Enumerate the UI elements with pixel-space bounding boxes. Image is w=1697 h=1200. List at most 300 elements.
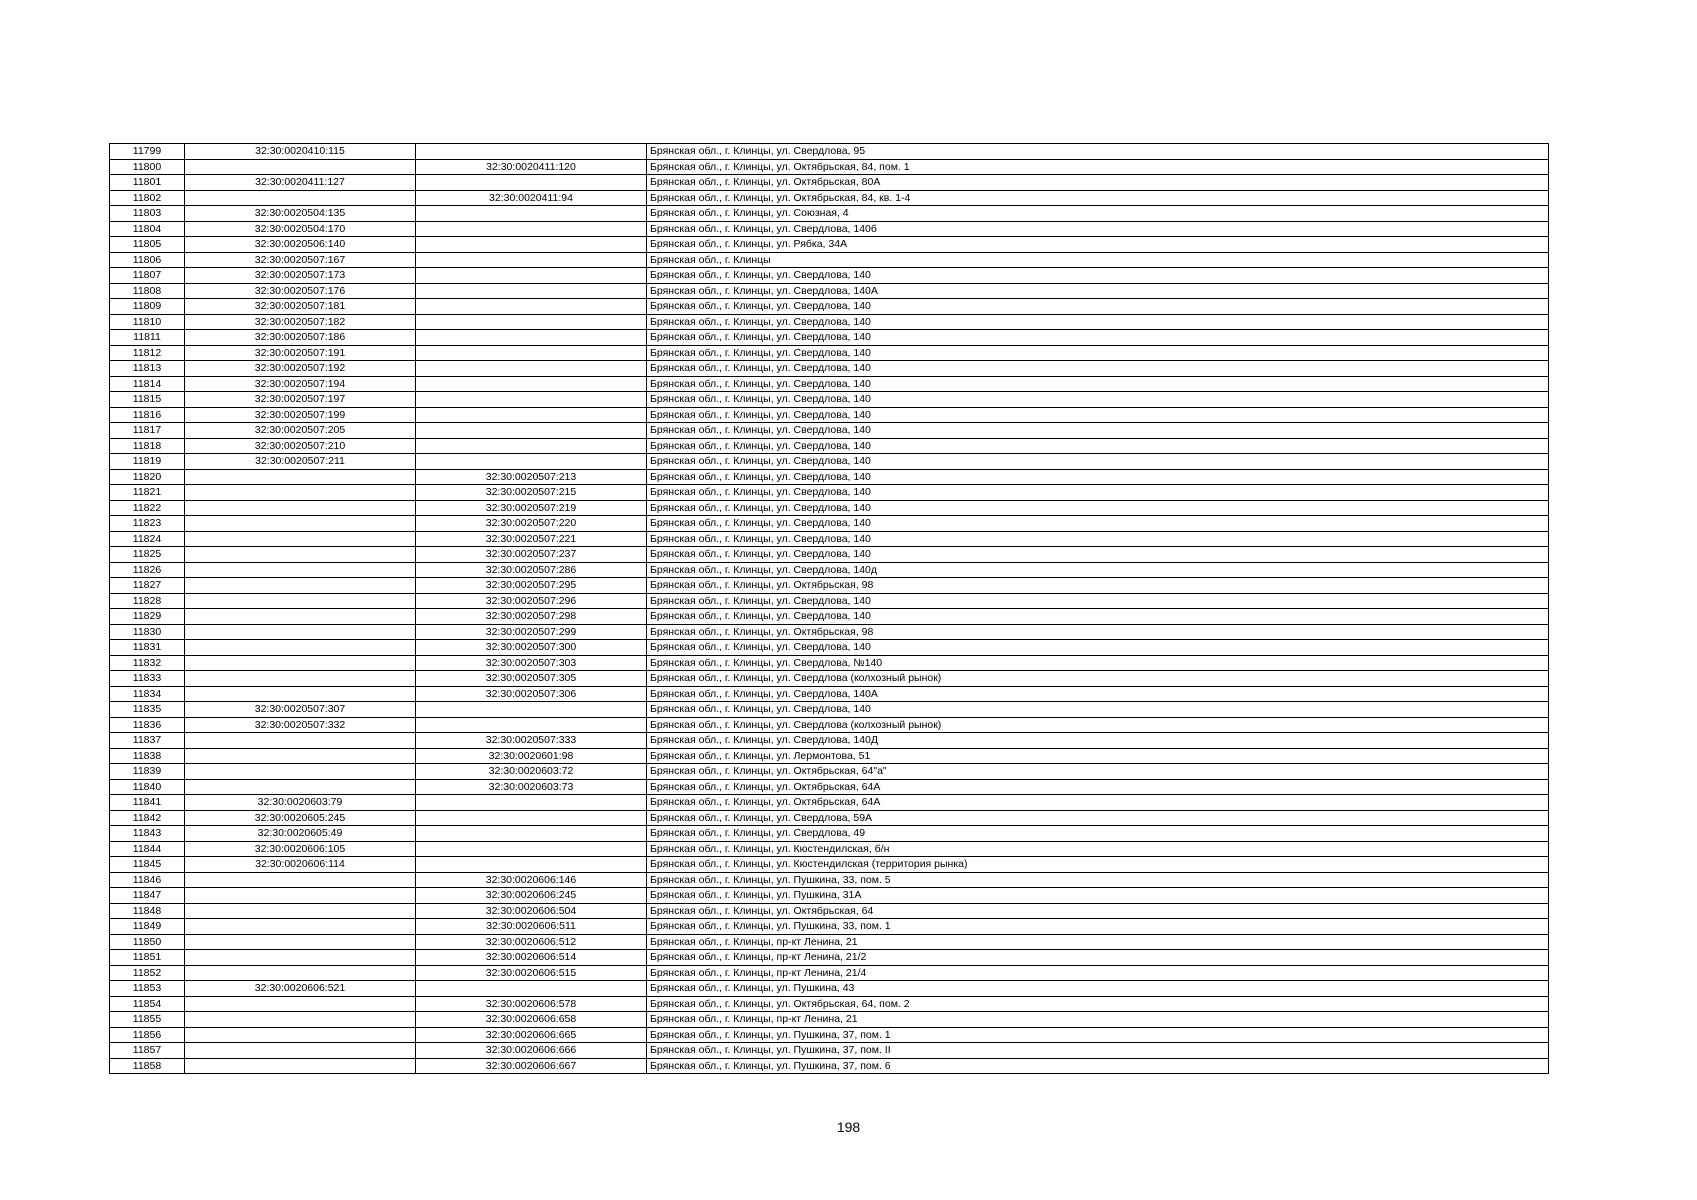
table-row — [110, 686, 1549, 702]
address-cell: Брянская обл., г. Клинцы, ул. Свердлова, 140 — [647, 531, 1549, 547]
address-cell: Брянская обл., г. Клинцы, ул. Свердлова, 140д — [647, 562, 1549, 578]
address-cell: Брянская обл., г. Клинцы, ул. Октябрьская, 80А — [647, 175, 1549, 191]
cadastral-number-alt-cell — [416, 407, 647, 423]
address-cell: Брянская обл., г. Клинцы, ул. Свердлова, 140 — [647, 330, 1549, 346]
cadastral-number-alt-cell — [416, 423, 647, 439]
row-number-cell: 11828 — [110, 593, 185, 609]
table-row — [110, 516, 1549, 532]
cadastral-number-cell: 32:30:0020606:521 — [185, 981, 416, 997]
table-row — [110, 1058, 1549, 1074]
cadastral-number-cell — [185, 965, 416, 981]
table-row — [110, 454, 1549, 470]
address-cell: Брянская обл., г. Клинцы, ул. Пушкина, 37, пом. 6 — [647, 1058, 1549, 1074]
cadastral-number-alt-cell — [416, 717, 647, 733]
table-row — [110, 872, 1549, 888]
row-number-cell: 11799 — [110, 144, 185, 160]
address-cell: Брянская обл., г. Клинцы, ул. Октябрьская, 84, пом. 1 — [647, 159, 1549, 175]
row-number-cell: 11855 — [110, 1012, 185, 1028]
row-number-cell: 11833 — [110, 671, 185, 687]
address-cell: Брянская обл., г. Клинцы, ул. Свердлова, 140 — [647, 299, 1549, 315]
cadastral-number-alt-cell — [416, 841, 647, 857]
table-row — [110, 795, 1549, 811]
table-row — [110, 888, 1549, 904]
row-number-cell: 11848 — [110, 903, 185, 919]
address-cell: Брянская обл., г. Клинцы, ул. Свердлова (колхозный рынок) — [647, 671, 1549, 687]
row-number-cell: 11835 — [110, 702, 185, 718]
table-row — [110, 237, 1549, 253]
address-cell: Брянская обл., г. Клинцы, ул. Свердлова, 59А — [647, 810, 1549, 826]
table-row — [110, 702, 1549, 718]
row-number-cell: 11854 — [110, 996, 185, 1012]
cadastral-number-alt-cell: 32:30:0020601:98 — [416, 748, 647, 764]
cadastral-number-cell: 32:30:0020507:182 — [185, 314, 416, 330]
address-cell: Брянская обл., г. Клинцы, ул. Свердлова, 140б — [647, 221, 1549, 237]
address-cell: Брянская обл., г. Клинцы, ул. Свердлова, 140 — [647, 485, 1549, 501]
cadastral-number-alt-cell — [416, 268, 647, 284]
row-number-cell: 11818 — [110, 438, 185, 454]
table-row — [110, 578, 1549, 594]
row-number-cell: 11824 — [110, 531, 185, 547]
table-row — [110, 841, 1549, 857]
row-number-cell: 11840 — [110, 779, 185, 795]
cadastral-number-alt-cell — [416, 237, 647, 253]
cadastral-number-cell: 32:30:0020507:186 — [185, 330, 416, 346]
address-cell: Брянская обл., г. Клинцы, ул. Кюстендилская (территория рынка) — [647, 857, 1549, 873]
address-cell: Брянская обл., г. Клинцы, ул. Свердлова, 140 — [647, 500, 1549, 516]
cadastral-number-alt-cell: 32:30:0020507:286 — [416, 562, 647, 578]
cadastral-number-cell: 32:30:0020507:173 — [185, 268, 416, 284]
table-row — [110, 655, 1549, 671]
cadastral-number-cell — [185, 671, 416, 687]
address-cell: Брянская обл., г. Клинцы, пр-кт Ленина, 21 — [647, 1012, 1549, 1028]
cadastral-number-alt-cell: 32:30:0020507:305 — [416, 671, 647, 687]
cadastral-number-alt-cell — [416, 810, 647, 826]
cadastral-number-cell — [185, 686, 416, 702]
cadastral-number-alt-cell — [416, 299, 647, 315]
address-cell: Брянская обл., г. Клинцы, ул. Свердлова, 140 — [647, 314, 1549, 330]
address-cell: Брянская обл., г. Клинцы, ул. Свердлова, 140 — [647, 407, 1549, 423]
table-row — [110, 640, 1549, 656]
cadastral-number-alt-cell — [416, 981, 647, 997]
row-number-cell: 11841 — [110, 795, 185, 811]
row-number-cell: 11827 — [110, 578, 185, 594]
page-number: 198 — [836, 1119, 861, 1135]
cadastral-number-cell — [185, 485, 416, 501]
cadastral-number-alt-cell: 32:30:0020606:514 — [416, 950, 647, 966]
cadastral-number-cell — [185, 903, 416, 919]
row-number-cell: 11811 — [110, 330, 185, 346]
cadastral-number-cell — [185, 655, 416, 671]
table-row — [110, 764, 1549, 780]
cadastral-number-cell: 32:30:0020603:79 — [185, 795, 416, 811]
cadastral-number-cell: 32:30:0020507:167 — [185, 252, 416, 268]
cadastral-number-cell — [185, 1043, 416, 1059]
row-number-cell: 11858 — [110, 1058, 185, 1074]
row-number-cell: 11819 — [110, 454, 185, 470]
cadastral-number-alt-cell: 32:30:0020507:306 — [416, 686, 647, 702]
cadastral-number-cell — [185, 1027, 416, 1043]
table-row — [110, 345, 1549, 361]
table-row — [110, 221, 1549, 237]
row-number-cell: 11849 — [110, 919, 185, 935]
row-number-cell: 11804 — [110, 221, 185, 237]
row-number-cell: 11802 — [110, 190, 185, 206]
address-cell: Брянская обл., г. Клинцы, ул. Свердлова, 140 — [647, 268, 1549, 284]
cadastral-number-cell: 32:30:0020411:127 — [185, 175, 416, 191]
cadastral-number-cell — [185, 996, 416, 1012]
cadastral-number-alt-cell: 32:30:0020603:73 — [416, 779, 647, 795]
table-row — [110, 996, 1549, 1012]
address-cell: Брянская обл., г. Клинцы, ул. Свердлова, 140 — [647, 454, 1549, 470]
cadastral-number-alt-cell: 32:30:0020507:215 — [416, 485, 647, 501]
cadastral-number-alt-cell: 32:30:0020507:221 — [416, 531, 647, 547]
cadastral-number-alt-cell: 32:30:0020606:665 — [416, 1027, 647, 1043]
table-row — [110, 981, 1549, 997]
address-cell: Брянская обл., г. Клинцы, ул. Свердлова, 95 — [647, 144, 1549, 160]
row-number-cell: 11834 — [110, 686, 185, 702]
row-number-cell: 11821 — [110, 485, 185, 501]
cadastral-number-alt-cell: 32:30:0020606:245 — [416, 888, 647, 904]
row-number-cell: 11823 — [110, 516, 185, 532]
address-cell: Брянская обл., г. Клинцы, ул. Свердлова, 140 — [647, 593, 1549, 609]
cadastral-number-alt-cell: 32:30:0020507:220 — [416, 516, 647, 532]
row-number-cell: 11822 — [110, 500, 185, 516]
cadastral-number-cell: 32:30:0020507:192 — [185, 361, 416, 377]
cadastral-number-cell: 32:30:0020606:114 — [185, 857, 416, 873]
registry-table — [109, 143, 1549, 1074]
address-cell: Брянская обл., г. Клинцы, ул. Октябрьская, 84, кв. 1-4 — [647, 190, 1549, 206]
row-number-cell: 11803 — [110, 206, 185, 222]
cadastral-number-alt-cell: 32:30:0020507:237 — [416, 547, 647, 563]
address-cell: Брянская обл., г. Клинцы, ул. Свердлова, №140 — [647, 655, 1549, 671]
address-cell: Брянская обл., г. Клинцы, ул. Свердлова, 140 — [647, 469, 1549, 485]
table-row — [110, 748, 1549, 764]
cadastral-number-alt-cell — [416, 144, 647, 160]
table-row — [110, 1012, 1549, 1028]
cadastral-number-alt-cell — [416, 345, 647, 361]
cadastral-number-alt-cell: 32:30:0020507:219 — [416, 500, 647, 516]
address-cell: Брянская обл., г. Клинцы, ул. Кюстендилская, б/н — [647, 841, 1549, 857]
cadastral-number-cell: 32:30:0020507:210 — [185, 438, 416, 454]
table-row — [110, 919, 1549, 935]
cadastral-number-cell: 32:30:0020410:115 — [185, 144, 416, 160]
address-cell: Брянская обл., г. Клинцы, ул. Свердлова, 140 — [647, 640, 1549, 656]
table-row — [110, 934, 1549, 950]
row-number-cell: 11806 — [110, 252, 185, 268]
cadastral-number-alt-cell: 32:30:0020507:295 — [416, 578, 647, 594]
cadastral-number-alt-cell — [416, 330, 647, 346]
cadastral-number-alt-cell: 32:30:0020606:658 — [416, 1012, 647, 1028]
cadastral-number-cell: 32:30:0020506:140 — [185, 237, 416, 253]
address-cell: Брянская обл., г. Клинцы, ул. Свердлова, 140 — [647, 361, 1549, 377]
cadastral-number-alt-cell — [416, 454, 647, 470]
cadastral-number-cell — [185, 1058, 416, 1074]
row-number-cell: 11809 — [110, 299, 185, 315]
table-row — [110, 175, 1549, 191]
row-number-cell: 11843 — [110, 826, 185, 842]
table-row — [110, 671, 1549, 687]
row-number-cell: 11850 — [110, 934, 185, 950]
table-row — [110, 159, 1549, 175]
cadastral-number-alt-cell: 32:30:0020606:515 — [416, 965, 647, 981]
address-cell: Брянская обл., г. Клинцы, ул. Рябка, 34А — [647, 237, 1549, 253]
table-row — [110, 314, 1549, 330]
row-number-cell: 11805 — [110, 237, 185, 253]
table-row — [110, 562, 1549, 578]
cadastral-number-alt-cell: 32:30:0020606:578 — [416, 996, 647, 1012]
cadastral-number-cell — [185, 748, 416, 764]
table-row — [110, 438, 1549, 454]
table-row — [110, 500, 1549, 516]
address-cell: Брянская обл., г. Клинцы, ул. Свердлова, 140Д — [647, 733, 1549, 749]
row-number-cell: 11820 — [110, 469, 185, 485]
cadastral-number-cell — [185, 547, 416, 563]
cadastral-number-alt-cell: 32:30:0020507:300 — [416, 640, 647, 656]
cadastral-number-alt-cell — [416, 857, 647, 873]
row-number-cell: 11801 — [110, 175, 185, 191]
table-row — [110, 407, 1549, 423]
address-cell: Брянская обл., г. Клинцы, ул. Октябрьская, 64"а" — [647, 764, 1549, 780]
row-number-cell: 11831 — [110, 640, 185, 656]
address-cell: Брянская обл., г. Клинцы, ул. Пушкина, 33, пом. 5 — [647, 872, 1549, 888]
cadastral-number-cell — [185, 919, 416, 935]
row-number-cell: 11832 — [110, 655, 185, 671]
cadastral-number-cell — [185, 516, 416, 532]
table-row — [110, 423, 1549, 439]
table-row — [110, 810, 1549, 826]
table-row — [110, 361, 1549, 377]
cadastral-number-alt-cell — [416, 252, 647, 268]
table-row — [110, 1043, 1549, 1059]
cadastral-number-alt-cell: 32:30:0020507:213 — [416, 469, 647, 485]
cadastral-number-cell: 32:30:0020507:181 — [185, 299, 416, 315]
table-row — [110, 965, 1549, 981]
table-row — [110, 826, 1549, 842]
row-number-cell: 11808 — [110, 283, 185, 299]
address-cell: Брянская обл., г. Клинцы, ул. Свердлова, 140 — [647, 392, 1549, 408]
row-number-cell: 11810 — [110, 314, 185, 330]
cadastral-number-cell — [185, 779, 416, 795]
address-cell: Брянская обл., г. Клинцы, ул. Свердлова, 49 — [647, 826, 1549, 842]
cadastral-number-alt-cell: 32:30:0020507:296 — [416, 593, 647, 609]
table-row — [110, 376, 1549, 392]
cadastral-number-cell — [185, 950, 416, 966]
cadastral-number-cell: 32:30:0020507:205 — [185, 423, 416, 439]
row-number-cell: 11829 — [110, 609, 185, 625]
address-cell: Брянская обл., г. Клинцы, ул. Октябрьская, 64А — [647, 795, 1549, 811]
address-cell: Брянская обл., г. Клинцы, ул. Свердлова, 140А — [647, 283, 1549, 299]
table-row — [110, 1027, 1549, 1043]
table-row — [110, 857, 1549, 873]
address-cell: Брянская обл., г. Клинцы, ул. Октябрьская, 64, пом. 2 — [647, 996, 1549, 1012]
address-cell: Брянская обл., г. Клинцы, пр-кт Ленина, 21/4 — [647, 965, 1549, 981]
cadastral-number-cell: 32:30:0020507:191 — [185, 345, 416, 361]
table-row — [110, 609, 1549, 625]
row-number-cell: 11857 — [110, 1043, 185, 1059]
row-number-cell: 11830 — [110, 624, 185, 640]
cadastral-number-cell — [185, 500, 416, 516]
cadastral-number-cell: 32:30:0020507:176 — [185, 283, 416, 299]
cadastral-number-alt-cell — [416, 392, 647, 408]
table-row — [110, 252, 1549, 268]
cadastral-number-alt-cell: 32:30:0020606:511 — [416, 919, 647, 935]
row-number-cell: 11812 — [110, 345, 185, 361]
cadastral-number-cell — [185, 190, 416, 206]
cadastral-number-cell — [185, 733, 416, 749]
table-row — [110, 531, 1549, 547]
row-number-cell: 11844 — [110, 841, 185, 857]
cadastral-number-alt-cell — [416, 314, 647, 330]
address-cell: Брянская обл., г. Клинцы, ул. Свердлова, 140 — [647, 609, 1549, 625]
cadastral-number-alt-cell — [416, 283, 647, 299]
cadastral-number-cell — [185, 578, 416, 594]
cadastral-number-alt-cell: 32:30:0020606:146 — [416, 872, 647, 888]
cadastral-number-cell: 32:30:0020605:245 — [185, 810, 416, 826]
registry-table-body — [110, 144, 1549, 1074]
table-row — [110, 485, 1549, 501]
address-cell: Брянская обл., г. Клинцы, пр-кт Ленина, 21 — [647, 934, 1549, 950]
address-cell: Брянская обл., г. Клинцы — [647, 252, 1549, 268]
cadastral-number-alt-cell — [416, 206, 647, 222]
cadastral-number-alt-cell: 32:30:0020606:666 — [416, 1043, 647, 1059]
cadastral-number-cell — [185, 1012, 416, 1028]
row-number-cell: 11839 — [110, 764, 185, 780]
address-cell: Брянская обл., г. Клинцы, ул. Лермонтова, 51 — [647, 748, 1549, 764]
table-row — [110, 717, 1549, 733]
cadastral-number-cell — [185, 562, 416, 578]
address-cell: Брянская обл., г. Клинцы, ул. Пушкина, 37, пом. II — [647, 1043, 1549, 1059]
cadastral-number-alt-cell: 32:30:0020606:512 — [416, 934, 647, 950]
cadastral-number-cell — [185, 469, 416, 485]
address-cell: Брянская обл., г. Клинцы, ул. Свердлова, 140 — [647, 702, 1549, 718]
cadastral-number-cell: 32:30:0020507:211 — [185, 454, 416, 470]
table-row — [110, 392, 1549, 408]
cadastral-number-alt-cell — [416, 438, 647, 454]
address-cell: Брянская обл., г. Клинцы, ул. Октябрьская, 64А — [647, 779, 1549, 795]
address-cell: Брянская обл., г. Клинцы, ул. Свердлова, 140 — [647, 438, 1549, 454]
row-number-cell: 11807 — [110, 268, 185, 284]
row-number-cell: 11836 — [110, 717, 185, 733]
cadastral-number-alt-cell: 32:30:0020603:72 — [416, 764, 647, 780]
address-cell: Брянская обл., г. Клинцы, ул. Пушкина, 31А — [647, 888, 1549, 904]
cadastral-number-cell — [185, 531, 416, 547]
cadastral-number-alt-cell: 32:30:0020411:94 — [416, 190, 647, 206]
table-row — [110, 624, 1549, 640]
row-number-cell: 11816 — [110, 407, 185, 423]
cadastral-number-cell — [185, 593, 416, 609]
row-number-cell: 11845 — [110, 857, 185, 873]
cadastral-number-alt-cell: 32:30:0020507:299 — [416, 624, 647, 640]
address-cell: Брянская обл., г. Клинцы, ул. Пушкина, 43 — [647, 981, 1549, 997]
cadastral-number-cell — [185, 764, 416, 780]
row-number-cell: 11853 — [110, 981, 185, 997]
cadastral-number-alt-cell — [416, 361, 647, 377]
table-row — [110, 330, 1549, 346]
row-number-cell: 11851 — [110, 950, 185, 966]
row-number-cell: 11852 — [110, 965, 185, 981]
table-row — [110, 469, 1549, 485]
address-cell: Брянская обл., г. Клинцы, ул. Октябрьская, 98 — [647, 624, 1549, 640]
row-number-cell: 11846 — [110, 872, 185, 888]
address-cell: Брянская обл., г. Клинцы, ул. Пушкина, 33, пом. 1 — [647, 919, 1549, 935]
cadastral-number-alt-cell — [416, 702, 647, 718]
cadastral-number-alt-cell: 32:30:0020411:120 — [416, 159, 647, 175]
cadastral-number-cell: 32:30:0020605:49 — [185, 826, 416, 842]
cadastral-number-alt-cell — [416, 221, 647, 237]
cadastral-number-cell: 32:30:0020507:307 — [185, 702, 416, 718]
row-number-cell: 11838 — [110, 748, 185, 764]
table-row — [110, 779, 1549, 795]
cadastral-number-alt-cell: 32:30:0020507:303 — [416, 655, 647, 671]
address-cell: Брянская обл., г. Клинцы, ул. Союзная, 4 — [647, 206, 1549, 222]
table-row — [110, 268, 1549, 284]
cadastral-number-cell — [185, 624, 416, 640]
address-cell: Брянская обл., г. Клинцы, ул. Свердлова, 140 — [647, 376, 1549, 392]
row-number-cell: 11817 — [110, 423, 185, 439]
cadastral-number-cell — [185, 872, 416, 888]
row-number-cell: 11837 — [110, 733, 185, 749]
row-number-cell: 11842 — [110, 810, 185, 826]
cadastral-number-cell — [185, 934, 416, 950]
address-cell: Брянская обл., г. Клинцы, ул. Свердлова, 140 — [647, 423, 1549, 439]
table-row — [110, 593, 1549, 609]
address-cell: Брянская обл., г. Клинцы, ул. Октябрьская, 64 — [647, 903, 1549, 919]
address-cell: Брянская обл., г. Клинцы, ул. Октябрьская, 98 — [647, 578, 1549, 594]
table-row — [110, 547, 1549, 563]
row-number-cell: 11826 — [110, 562, 185, 578]
row-number-cell: 11813 — [110, 361, 185, 377]
table-row — [110, 144, 1549, 160]
row-number-cell: 11847 — [110, 888, 185, 904]
table-row — [110, 190, 1549, 206]
row-number-cell: 11825 — [110, 547, 185, 563]
row-number-cell: 11815 — [110, 392, 185, 408]
cadastral-number-cell: 32:30:0020504:135 — [185, 206, 416, 222]
row-number-cell: 11856 — [110, 1027, 185, 1043]
cadastral-number-alt-cell: 32:30:0020507:333 — [416, 733, 647, 749]
cadastral-number-alt-cell — [416, 795, 647, 811]
row-number-cell: 11814 — [110, 376, 185, 392]
cadastral-number-alt-cell: 32:30:0020507:298 — [416, 609, 647, 625]
cadastral-number-cell — [185, 888, 416, 904]
cadastral-number-alt-cell — [416, 175, 647, 191]
address-cell: Брянская обл., г. Клинцы, ул. Свердлова (колхозный рынок) — [647, 717, 1549, 733]
table-row — [110, 950, 1549, 966]
cadastral-number-cell — [185, 159, 416, 175]
cadastral-number-alt-cell: 32:30:0020606:667 — [416, 1058, 647, 1074]
cadastral-number-cell — [185, 640, 416, 656]
row-number-cell: 11800 — [110, 159, 185, 175]
address-cell: Брянская обл., г. Клинцы, пр-кт Ленина, 21/2 — [647, 950, 1549, 966]
cadastral-number-alt-cell: 32:30:0020606:504 — [416, 903, 647, 919]
table-row — [110, 206, 1549, 222]
cadastral-number-cell: 32:30:0020606:105 — [185, 841, 416, 857]
table-row — [110, 299, 1549, 315]
cadastral-number-alt-cell — [416, 826, 647, 842]
address-cell: Брянская обл., г. Клинцы, ул. Свердлова, 140 — [647, 345, 1549, 361]
cadastral-number-cell: 32:30:0020507:199 — [185, 407, 416, 423]
address-cell: Брянская обл., г. Клинцы, ул. Свердлова, 140 — [647, 516, 1549, 532]
table-row — [110, 283, 1549, 299]
cadastral-number-cell — [185, 609, 416, 625]
address-cell: Брянская обл., г. Клинцы, ул. Свердлова, 140А — [647, 686, 1549, 702]
table-row — [110, 903, 1549, 919]
address-cell: Брянская обл., г. Клинцы, ул. Пушкина, 37, пом. 1 — [647, 1027, 1549, 1043]
table-row — [110, 733, 1549, 749]
cadastral-number-cell: 32:30:0020504:170 — [185, 221, 416, 237]
cadastral-number-cell: 32:30:0020507:332 — [185, 717, 416, 733]
cadastral-number-alt-cell — [416, 376, 647, 392]
